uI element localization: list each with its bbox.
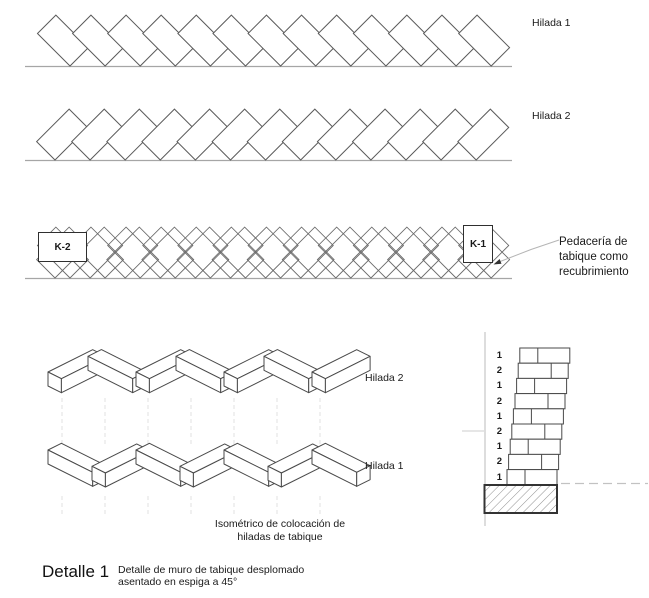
wall-course bbox=[512, 424, 562, 439]
wall-course bbox=[513, 409, 563, 424]
wall-course bbox=[515, 394, 565, 409]
course-label: 2 bbox=[496, 426, 502, 437]
iso-bottom-row-label: Hilada 1 bbox=[365, 460, 404, 472]
note-line-2: tabique como bbox=[559, 251, 629, 263]
iso-row-hilada1 bbox=[48, 443, 370, 487]
note-line-3: recubrimiento bbox=[559, 266, 629, 278]
wall-course bbox=[507, 470, 557, 485]
course-label: 1 bbox=[496, 350, 502, 361]
iso-ghost-lines bbox=[62, 398, 320, 514]
iso-caption-line-1: Isométrico de colocación de bbox=[214, 518, 346, 530]
row2-bricks bbox=[25, 109, 512, 160]
recubrimiento-note bbox=[559, 235, 629, 280]
iso-caption-line-2: hiladas de tabique bbox=[237, 531, 323, 543]
wall-course bbox=[517, 378, 567, 393]
detail-title: Detalle 1 bbox=[42, 562, 110, 581]
course-label: 1 bbox=[496, 441, 502, 453]
wall-course bbox=[510, 439, 560, 454]
iso-row-hilada2 bbox=[48, 350, 370, 393]
iso-top-row-label: Hilada 2 bbox=[365, 372, 404, 384]
note-leader bbox=[494, 240, 560, 265]
course-label: 2 bbox=[496, 395, 502, 407]
detail-caption-line-1: Detalle de muro de tabique desplomado bbox=[118, 564, 305, 576]
wall-course bbox=[520, 348, 570, 363]
wall-course bbox=[518, 363, 568, 378]
keynote-k1-label: K-1 bbox=[469, 238, 487, 250]
row1-bricks bbox=[25, 15, 512, 66]
course-label: 1 bbox=[496, 380, 502, 392]
course-label: 1 bbox=[496, 410, 502, 422]
row1-course-label: Hilada 1 bbox=[532, 17, 571, 29]
iso-caption bbox=[204, 518, 356, 544]
keynote-k2-box bbox=[38, 232, 87, 262]
course-label: 1 bbox=[496, 471, 502, 483]
course-label: 2 bbox=[496, 365, 502, 377]
keynote-k1-box bbox=[463, 225, 493, 263]
herringbone-lattice bbox=[25, 227, 512, 278]
foundation bbox=[485, 484, 649, 514]
note-line-1: Pedacería de bbox=[559, 236, 628, 248]
detail-caption-line-2: asentado en espiga a 45° bbox=[118, 576, 238, 588]
keynote-k2-label: K-2 bbox=[54, 241, 71, 253]
row2-course-label: Hilada 2 bbox=[532, 110, 571, 122]
course-label: 2 bbox=[496, 456, 502, 468]
wall-course bbox=[509, 454, 559, 469]
